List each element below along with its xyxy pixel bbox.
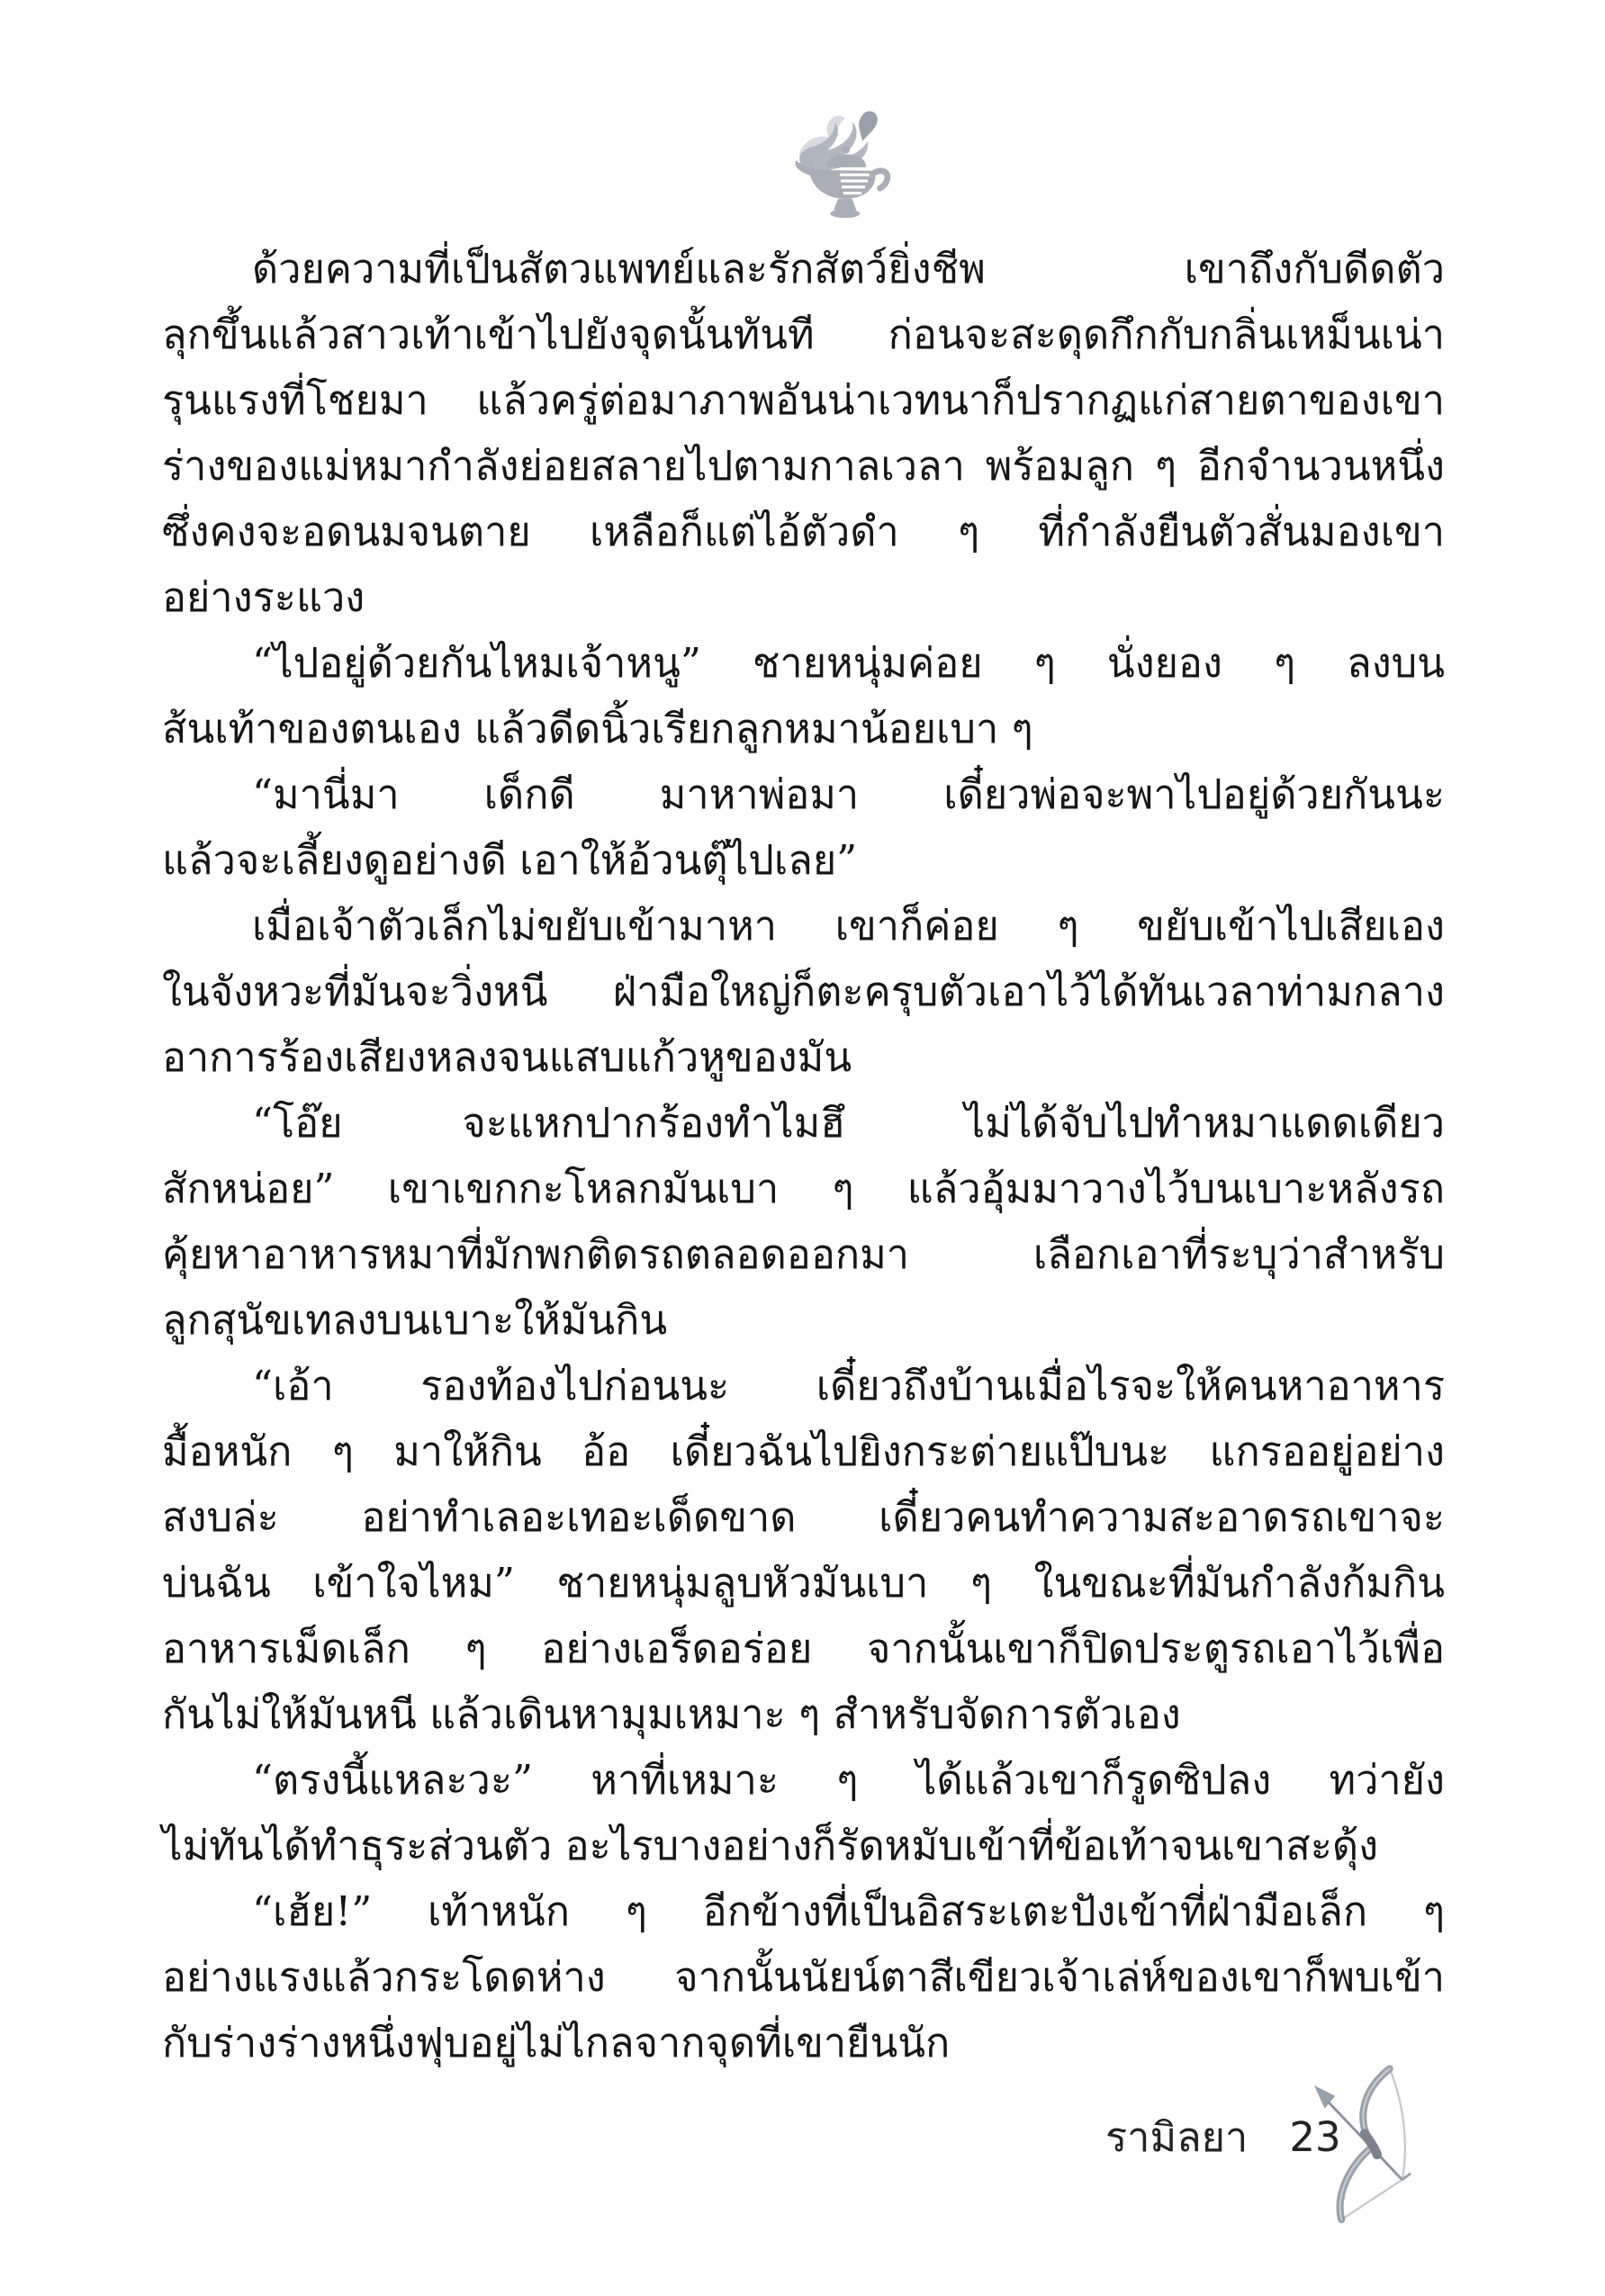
book-title: รามิลยา <box>1105 2113 1249 2161</box>
paragraph <box>162 1878 1445 2075</box>
text-line: มื้อหนัก ๆ มาให้กิน อ้อ เดี๋ยวฉันไปยิงกระต่ายแป๊บนะ แกรออยู่อย่าง <box>162 1427 1445 1475</box>
text-line: ลุกขึ้นแล้วสาวเท้าเข้าไปยังจุดนั้นทันที ก่อนจะสะดุดกึกกับกลิ่นเหม็นเน่า <box>162 311 1445 358</box>
text-line: “ตรงนี้แหละวะ” หาที่เหมาะ ๆ ได้แล้วเขาก็รูดซิปลง ทว่ายัง <box>252 1756 1445 1804</box>
paragraph <box>162 236 1445 630</box>
text-line: สักหน่อย” เขาเขกกะโหลกมันเบา ๆ แล้วอุ้มมาวางไว้บนเบาะหลังรถ <box>162 1165 1445 1212</box>
paragraph <box>162 1090 1445 1353</box>
text-line: อย่างแรงแล้วกระโดดห่าง จากนั้นนัยน์ตาสีเขียวเจ้าเล่ห์ของเขาก็พบเข้า <box>162 1953 1445 2001</box>
text-line: “เอ้า รองท้องไปก่อนนะ เดี๋ยวถึงบ้านเมื่อไรจะให้คนหาอาหาร <box>252 1362 1445 1409</box>
paragraph <box>162 1747 1445 1878</box>
text-line: อย่างระแวง <box>162 573 365 621</box>
paragraph <box>162 630 1445 761</box>
text-line: สงบล่ะ อย่าทำเลอะเทอะเด็ดขาด เดี๋ยวคนทำความสะอาดรถเขาจะ <box>162 1493 1445 1541</box>
text-line: บ่นฉัน เข้าใจไหม” ชายหนุ่มลูบหัวมันเบา ๆ ในขณะที่มันกำลังก้มกิน <box>162 1559 1445 1607</box>
text-line: อาหารเม็ดเล็ก ๆ อย่างเอร็ดอร่อย จากนั้นเขาก็ปิดประตูรถเอาไว้เพื่อ <box>162 1625 1445 1672</box>
text-line: ไม่ทันได้ทำธุระส่วนตัว อะไรบางอย่างก็รัดหมับเข้าที่ข้อเท้าจนเขาสะดุ้ง <box>162 1822 1379 1869</box>
text-line: ส้นเท้าของตนเอง แล้วดีดนิ้วเรียกลูกหมาน้อยเบา ๆ <box>162 705 1033 752</box>
paragraph <box>162 893 1445 1090</box>
text-line: แล้วจะเลี้ยงดูอย่างดี เอาให้อ้วนตุ๊ไปเลย” <box>162 836 858 884</box>
text-line: “เฮ้ย!” เท้าหนัก ๆ อีกข้างที่เป็นอิสระเตะปังเข้าที่ฝ่ามือเล็ก ๆ <box>252 1887 1445 1935</box>
text-line: ซึ่งคงจะอดนมจนตาย เหลือก็แต่ไอ้ตัวดำ ๆ ที่กำลังยืนตัวสั่นมองเขา <box>162 508 1445 555</box>
text-line: “มานี่มา เด็กดี มาหาพ่อมา เดี๋ยวพ่อจะพาไปอยู่ด้วยกันนะ <box>252 770 1445 818</box>
text-line: ในจังหวะที่มันจะวิ่งหนี ฝ่ามือใหญ่ก็ตะครุบตัวเอาไว้ได้ทันเวลาท่ามกลาง <box>162 968 1445 1015</box>
text-line: “ไปอยู่ด้วยกันไหมเจ้าหนู” ชายหนุ่มค่อย ๆ นั่งยอง ๆ ลงบน <box>252 639 1445 687</box>
text-line: อาการร้องเสียงหลงจนแสบแก้วหูของมัน <box>162 1033 852 1081</box>
body-text <box>162 236 1445 2075</box>
page-number: 23 <box>1289 2113 1341 2161</box>
paragraph <box>162 761 1445 893</box>
paragraph <box>162 1353 1445 1747</box>
text-line: รุนแรงที่โชยมา แล้วครู่ต่อมาภาพอันน่าเวทนาก็ปรากฏแก่สายตาของเขา <box>162 376 1445 424</box>
text-line: ลูกสุนัขเทลงบนเบาะให้มันกิน <box>162 1296 668 1344</box>
text-line: กันไม่ให้มันหนี แล้วเดินหามุมเหมาะ ๆ สำหรับจัดการตัวเอง <box>162 1690 1181 1738</box>
text-line: ร่างของแม่หมากำลังย่อยสลายไปตามกาลเวลา พร้อมลูก ๆ อีกจำนวนหนึ่ง <box>162 442 1445 490</box>
text-line: ด้วยความที่เป็นสัตวแพทย์และรักสัตว์ยิ่งชีพ เขาถึงกับดีดตัว <box>252 245 1445 293</box>
genie-lamp-smoke-icon <box>785 108 893 221</box>
text-line: เมื่อเจ้าตัวเล็กไม่ขยับเข้ามาหา เขาก็ค่อย ๆ ขยับเข้าไปเสียเอง <box>252 902 1445 950</box>
text-line: กับร่างร่างหนึ่งฟุบอยู่ไม่ไกลจากจุดที่เขายืนนัก <box>162 2019 951 2066</box>
bow-and-arrow-icon <box>1302 2061 1417 2237</box>
text-line: คุ้ยหาอาหารหมาที่มักพกติดรถตลอดออกมา เลือกเอาที่ระบุว่าสำหรับ <box>162 1230 1445 1278</box>
text-line: “โอ๊ย จะแหกปากร้องทำไมฮึ ไม่ได้จับไปทำหมาแดดเดียว <box>252 1099 1445 1147</box>
